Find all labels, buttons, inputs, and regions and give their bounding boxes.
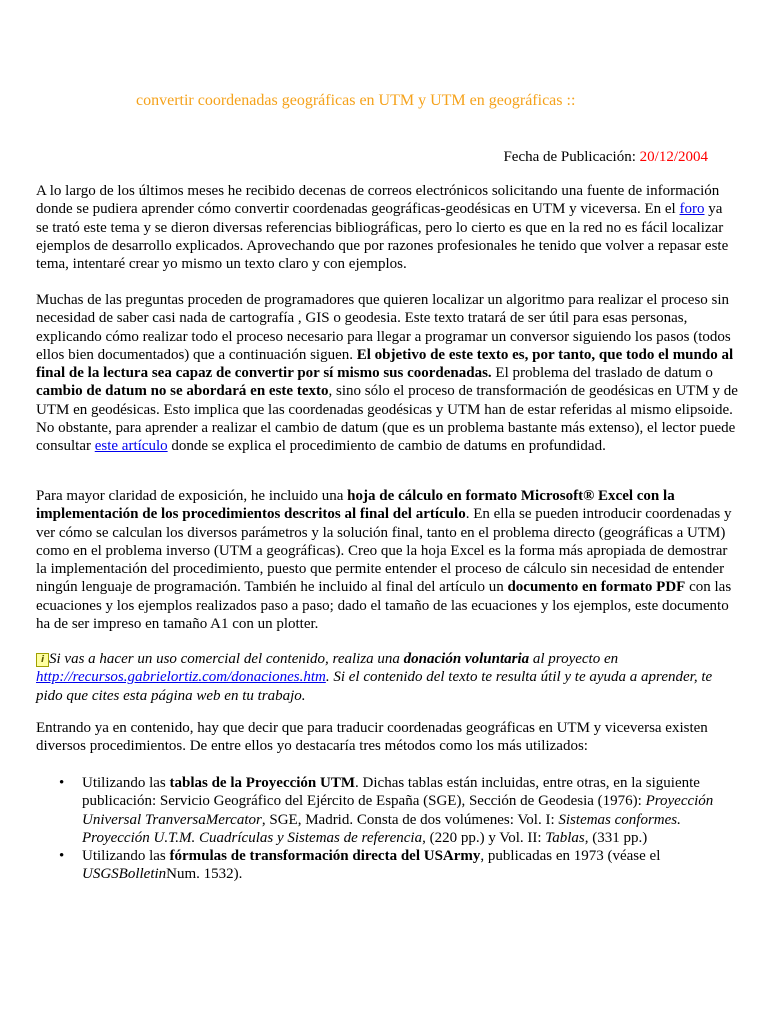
page-title-text: convertir coordenadas geográficas en UTM y UTM en geográficas :: <box>136 92 576 109</box>
list-item <box>36 847 738 884</box>
paragraph-objective-bold-2: cambio de datum no se abordará en este texto <box>36 383 329 400</box>
list-item-italic-2: Sistemas conformes. Proyección U.T.M. Cuadrículas y Sistemas de referencia <box>82 811 681 846</box>
donation-notice-bold: donación voluntaria <box>403 651 530 667</box>
paragraph-intro-text-a: A lo largo de los últimos meses he recibido decenas de correos electrónicos solicitando una fuente de información donde se pudiera aprender cómo convertir coordenadas geográficas-geodésicas en UTM y viceversa. En el <box>36 183 720 218</box>
paragraph-intro-text-b: ya se trató este tema y se dieron diversas referencias bibliográficas, pero lo cierto es que en la red no es fácil localizar ejemplos de desarrollo explicados. Aprovechando que por razones profesionales he tenido que volver a repasar este tema, intentaré crear yo mismo un texto claro y con ejemplos. <box>36 201 729 273</box>
list-item-text-d: , (220 pp.) y Vol. II: <box>422 829 546 846</box>
forum-link[interactable]: foro <box>679 201 705 218</box>
datum-article-link[interactable]: este artículo <box>94 438 168 455</box>
list-item-text-c: , SGE, Madrid. Consta de dos volúmenes: Vol. I: <box>261 811 559 828</box>
list-item-text-e: , (331 pp.) <box>584 829 648 846</box>
paragraph-excel-bold-2: documento en formato PDF <box>507 579 686 596</box>
list-item-text-b: , publicadas en 1973 (véase el <box>480 848 661 865</box>
page-title <box>136 91 736 111</box>
list-item-text-c: Num. 1532). <box>166 866 243 883</box>
list-item-text-b: . Dichas tablas están incluidas, entre otras, en la siguiente publicación: Servicio Geográfico del Ejército de España (SGE), Sección de Geodesia (1976): <box>82 775 700 810</box>
bullet-dot: • <box>59 848 65 865</box>
paragraph-objective <box>36 291 738 456</box>
paragraph-excel <box>36 487 738 633</box>
list-item-bold: tablas de la Proyección UTM <box>169 775 356 791</box>
bullet-dot: • <box>59 775 65 791</box>
list-item-bold: fórmulas de transformación directa del USArmy <box>169 848 481 865</box>
info-icon: i <box>36 653 49 667</box>
publication-date-label: Fecha de Publicación: <box>503 149 640 165</box>
donation-notice-text-c: . Si el contenido del texto te resulta útil y te ayuda a aprender, te pido que cites esta página web en tu trabajo. <box>36 669 713 704</box>
paragraph-excel-text-b: . En ella se pueden introducir coordenadas y ver cómo se calculan los diversos parámetros y la solución final, tanto en el problema directo (geográficas a UTM) como en el problema inverso (UTM a geográficas). Creo que la hoja Excel es la forma más apropiada de demostrar la implementación del procedimiento, puesto que permite entender el proceso de cálculo sin necesidad de entender ningún lenguaje de programación. También he incluido al final del artículo un <box>36 506 732 596</box>
paragraph-intro <box>36 182 738 273</box>
paragraph-objective-text-d: donde se explica el procedimiento de cambio de datums en profundidad. <box>167 438 606 455</box>
paragraph-methods <box>36 719 738 756</box>
paragraph-excel-bold-1: hoja de cálculo en formato Microsoft® Excel con la implementación de los procedimientos descritos al final del artículo <box>36 488 675 523</box>
donation-notice-text-b: al proyecto en <box>529 651 619 667</box>
paragraph-excel-text-a: Para mayor claridad de exposición, he incluido una <box>36 488 348 504</box>
paragraph-objective-text-a: Muchas de las preguntas proceden de programadores que quieren localizar un algoritmo para realizar el proceso sin necesidad de saber casi nada de cartografía , GIS o geodesia. Este texto tratará de ser útil para esas personas, explicando cómo realizar todo el proceso necesario para llegar a programar un conversor siguiendo los pasos (todos ellos bien documentados) que a continuación siguen. <box>36 292 731 363</box>
paragraph-objective-text-c: , sino sólo el proceso de transformación de geodésicas en UTM y de UTM en geodésicas. Esto implica que las coordenadas geodésicas y UTM han de estar referidas al mismo elipsoide. No obstante, para aprender a realizar el cambio de datum (que es un problema bastante más extenso), el lector puede consultar <box>36 383 738 455</box>
list-item-italic-1: Proyección Universal TranversaMercator <box>82 793 714 828</box>
donation-notice <box>36 650 738 705</box>
paragraph-objective-bold-1: El objetivo de este texto es, por tanto, que todo el mundo al final de la lectura sea capaz de convertir por sí mismo sus coordenadas. <box>36 346 734 382</box>
list-item <box>36 774 738 847</box>
paragraph-methods-text: Entrando ya en contenido, hay que decir que para traducir coordenadas geográficas en UTM y viceversa existen diversos procedimientos. De entre ellos yo destacaría tres métodos como los más utilizados: <box>36 720 708 755</box>
publication-date <box>503 148 708 166</box>
list-item-text-a: Utilizando las <box>82 848 170 865</box>
list-item-italic-3: Tablas <box>545 829 585 846</box>
publication-date-value: 20/12/2004 <box>639 149 708 165</box>
list-item-italic-1: USGSBolletin <box>82 866 167 883</box>
methods-list <box>36 774 738 884</box>
donation-link[interactable]: http://recursos.gabrielortiz.com/donaciones.htm <box>36 669 326 686</box>
paragraph-objective-text-b: El problema del traslado de datum o <box>491 365 713 382</box>
paragraph-excel-text-c: con las ecuaciones y los ejemplos realizados paso a paso; dado el tamaño de las ecuaciones y los ejemplos, este documento ha de ser impreso en tamaño A1 con un plotter. <box>36 579 732 633</box>
list-item-text-a: Utilizando las <box>82 775 170 791</box>
donation-notice-text-a: Si vas a hacer un uso comercial del contenido, realiza una <box>49 651 404 667</box>
